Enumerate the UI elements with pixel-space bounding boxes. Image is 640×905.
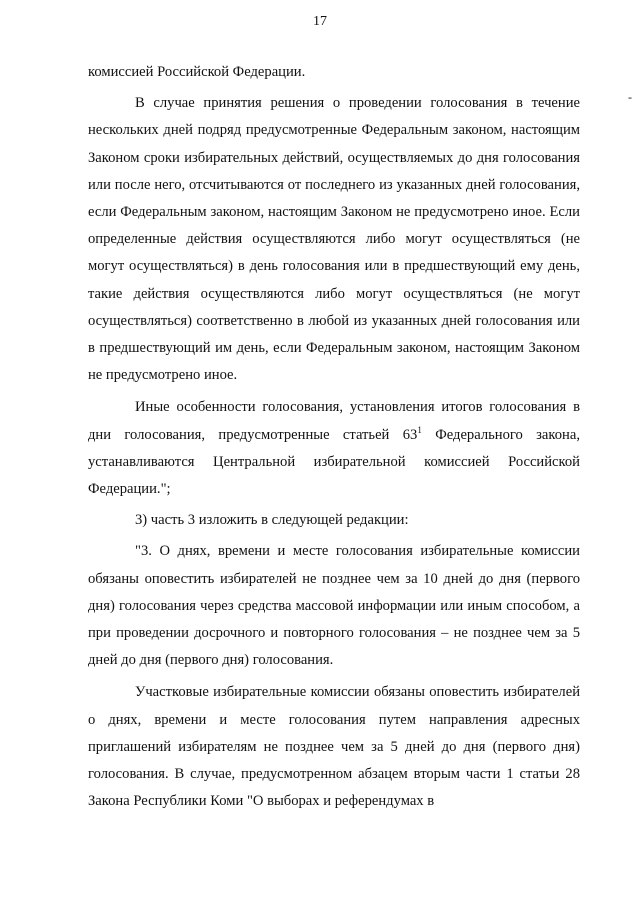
paragraph-precinct-commissions: Участковые избирательные комиссии обязаны оповестить избирателей о днях, времени и месте голосования путем направления адресных приглашений избирателям не позднее чем за 5 дней до дня (первого дня) голосования. В случае, предусмотренном абзацем вторым части 1 статьи 28 Закона Республики Коми "О выборах и референдумах в [88, 684, 580, 810]
paragraph-notification: "3. О днях, времени и месте голосования избирательные комиссии обязаны оповестить избирателей не позднее чем за 10 дней до дня (первого дня) голосования через средства массовой информации или иным способом, а при проведении досрочного и повторного голосования – не позднее чем за 5 дней до дня (первого дня) голосования. [88, 543, 580, 669]
paragraph-other-features-text-a: Иные особенности голосования, установления итогов голосования в дни голосования, предусмотренные статьей 63 [88, 399, 580, 443]
article-superscript: 1 [417, 424, 422, 435]
margin-mark: - [628, 90, 632, 104]
paragraph-continuation: комиссией Российской Федерации. [88, 64, 306, 80]
paragraph-other-features [88, 394, 580, 503]
document-body [88, 59, 580, 815]
paragraph-other-features-text-b: Федерального закона, устанавливаются Центральной избирательной комиссией Российской Федерации."; [88, 426, 580, 498]
paragraph-voting-several-days: В случае принятия решения о проведении голосования в течение нескольких дней подряд предусмотренные Федеральным законом, настоящим Законом сроки избирательных действий, осуществляемых до дня голосования или после него, отсчитываются от последнего из указанных дней голосования, если Федеральным законом, настоящим Законом не предусмотрено иное. Если определенные действия осуществляются либо могут осуществляться (не могут осуществляться) в день голосования или в предшествующий ему день, такие действия осуществляются либо могут осуществляться (не могут осуществляться) соответственно в любой из указанных дней голосования или в предшествующий им день, если Федеральным законом, настоящим Законом не предусмотрено иное. [88, 95, 580, 384]
page-number: 17 [313, 14, 327, 29]
paragraph-amendment-item: 3) часть 3 изложить в следующей редакции: [135, 512, 409, 529]
